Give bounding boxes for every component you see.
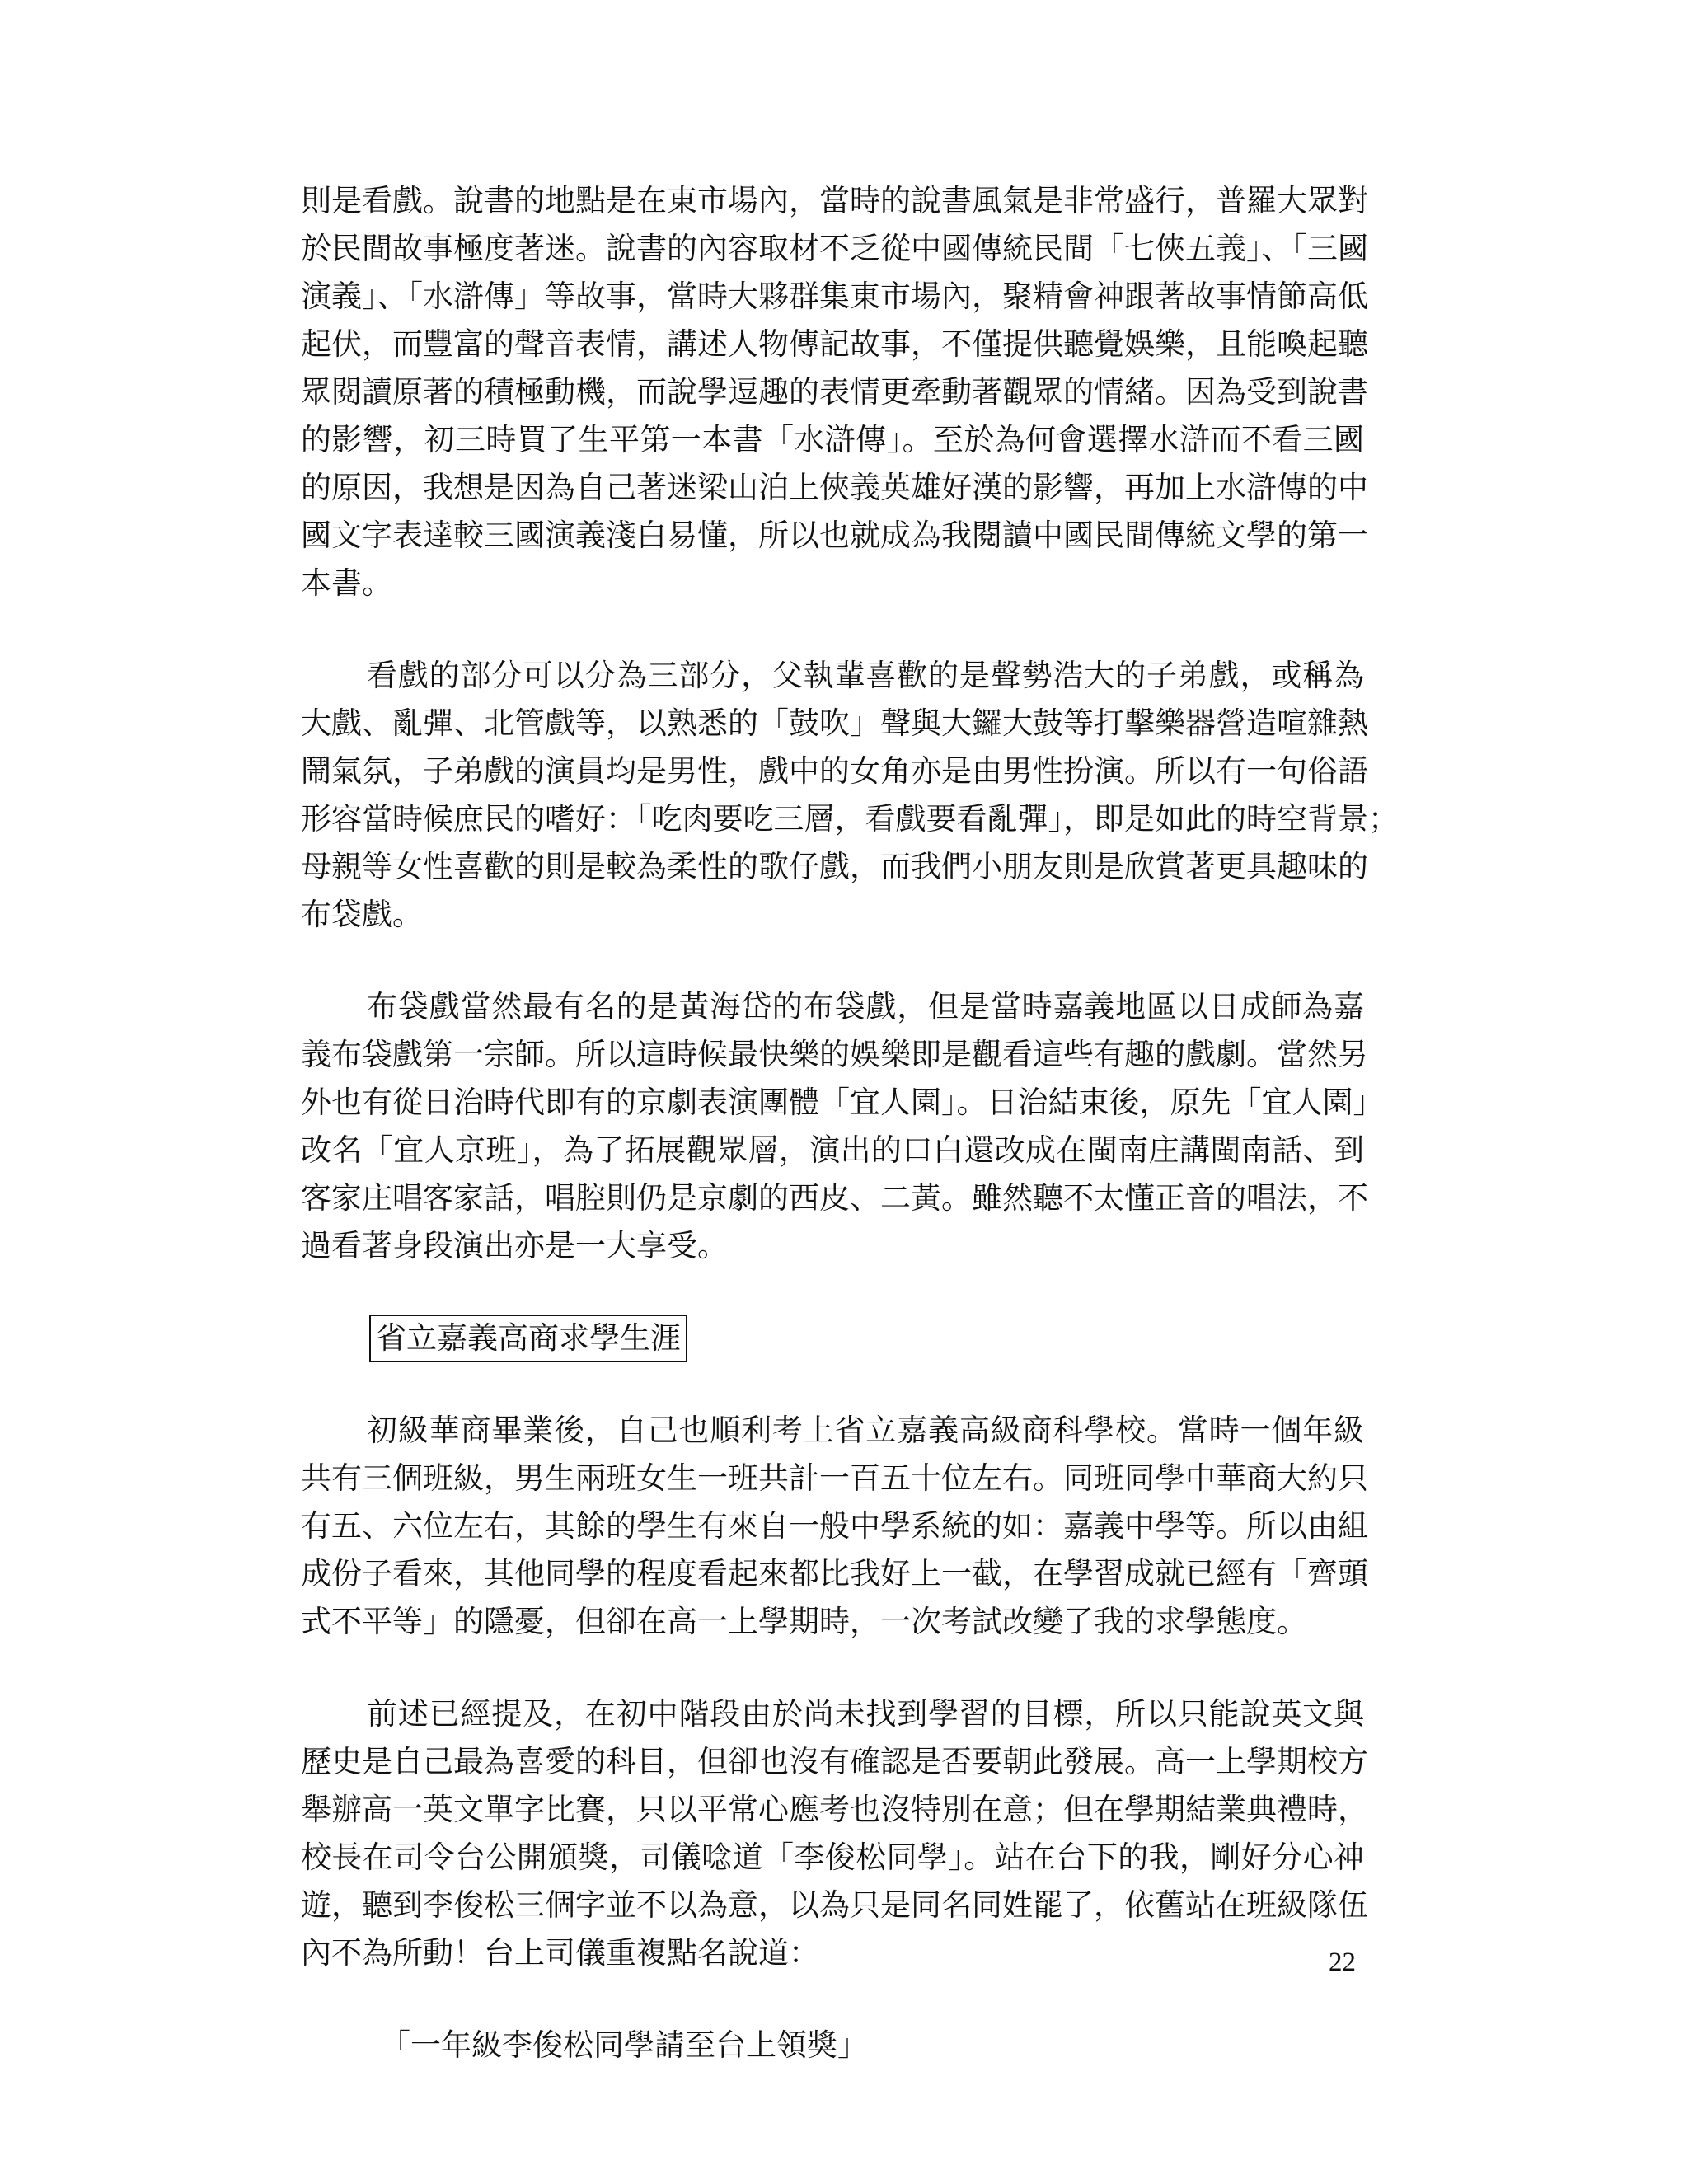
text-line: 初級華商畢業後，自己也順利考上省立嘉義高級商科學校。當時一個年級 [367, 1413, 1364, 1448]
paragraph [301, 652, 1399, 939]
text-line: 形容當時候庶民的嗜好：「吃肉要吃三層，看戲要看亂彈」，即是如此的時空背景； [301, 801, 1399, 837]
quote-line: 「一年級李俊松同學請至台上領獎」 [380, 2027, 868, 2063]
text-line: 則是看戲。說書的地點是在東市場內，當時的說書風氣是非常盛行，普羅大眾對 [301, 183, 1368, 218]
page-number: 22 [1329, 1947, 1356, 1977]
text-line: 共有三個班級，男生兩班女生一班共計一百五十位左右。同班同學中華商大約只 [301, 1460, 1368, 1496]
text-line: 有五、六位左右，其餘的學生有來自一般中學系統的如：嘉義中學等。所以由組 [301, 1508, 1368, 1544]
text-line: 校長在司令台公開頒獎，司儀唸道「李俊松同學」。站在台下的我，剛好分心神 [301, 1840, 1364, 1875]
text-line: 成份子看來，其他同學的程度看起來都比我好上一截，在學習成就已經有「齊頭 [301, 1556, 1368, 1591]
text-line: 布袋戲當然最有名的是黃海岱的布袋戲，但是當時嘉義地區以日成師為嘉 [367, 989, 1364, 1024]
document-body [301, 177, 1399, 2069]
text-line: 本書。 [301, 565, 392, 601]
text-line: 歷史是自己最為喜愛的科目，但卻也沒有確認是否要朝此發展。高一上學期校方 [301, 1744, 1368, 1779]
text-line: 演義」、「水滸傳」等故事，當時大夥群集東市場內，聚精會神跟著故事情節高低 [301, 279, 1368, 314]
text-line: 起伏，而豐富的聲音表情，講述人物傳記故事，不僅提供聽覺娛樂，且能喚起聽 [301, 326, 1368, 362]
text-line: 母親等女性喜歡的則是較為柔性的歌仔戲，而我們小朋友則是欣賞著更具趣味的 [301, 849, 1368, 884]
text-line: 內不為所動！台上司儀重複點名說道： [301, 1935, 819, 1971]
paragraph [301, 177, 1368, 607]
paragraph [301, 1407, 1368, 1646]
text-line: 鬧氣氛，子弟戲的演員均是男性，戲中的女角亦是由男性扮演。所以有一句俗語 [301, 753, 1368, 789]
text-line: 舉辦高一英文單字比賽，只以平常心應考也沒特別在意；但在學期結業典禮時， [301, 1792, 1368, 1827]
text-line: 布袋戲。 [301, 897, 423, 932]
text-line: 客家庄唱客家話，唱腔則仍是京劇的西皮、二黃。雖然聽不太懂正音的唱法，不 [301, 1180, 1368, 1216]
text-line: 眾閱讀原著的積極動機，而說學逗趣的表情更牽動著觀眾的情緒。因為受到說書 [301, 374, 1368, 410]
text-line: 外也有從日治時代即有的京劇表演團體「宜人園」。日治結束後，原先「宜人園」 [301, 1085, 1384, 1120]
text-line: 看戲的部分可以分為三部分，父執輩喜歡的是聲勢浩大的子弟戲，或稱為 [367, 658, 1364, 693]
text-line: 義布袋戲第一宗師。所以這時候最快樂的娛樂即是觀看這些有趣的戲劇。當然另 [301, 1037, 1368, 1072]
text-line: 過看著身段演出亦是一大享受。 [301, 1228, 728, 1263]
text-line: 前述已經提及，在初中階段由於尚未找到學習的目標，所以只能說英文與 [367, 1696, 1364, 1732]
paragraph [301, 983, 1384, 1270]
section-heading: 省立嘉義高商求學生涯 [369, 1315, 687, 1362]
text-line: 遊，聽到李俊松三個字並不以為意，以為只是同名同姓罷了，依舊站在班級隊伍 [301, 1887, 1368, 1923]
section-heading-wrap [301, 1315, 1364, 1362]
text-line: 的原因，我想是因為自己著迷梁山泊上俠義英雄好漢的影響，再加上水滸傳的中 [301, 470, 1368, 505]
text-line: 式不平等」的隱憂，但卻在高一上學期時，一次考試改變了我的求學態度。 [301, 1604, 1307, 1639]
text-line: 國文字表達較三國演義淺白易懂，所以也就成為我閱讀中國民間傳統文學的第一 [301, 518, 1368, 553]
text-line: 於民間故事極度著迷。說書的內容取材不乏從中國傳統民間「七俠五義」、「三國 [301, 231, 1368, 266]
text-line: 的影響，初三時買了生平第一本書「水滸傳」。至於為何會選擇水滸而不看三國 [301, 422, 1364, 457]
text-line: 改名「宜人京班」，為了拓展觀眾層，演出的口白還改成在閩南庄講閩南話、到 [301, 1132, 1364, 1168]
text-line: 大戲、亂彈、北管戲等，以熟悉的「鼓吹」聲與大鑼大鼓等打擊樂器營造喧雜熱 [301, 705, 1368, 741]
paragraph [301, 1690, 1368, 1977]
